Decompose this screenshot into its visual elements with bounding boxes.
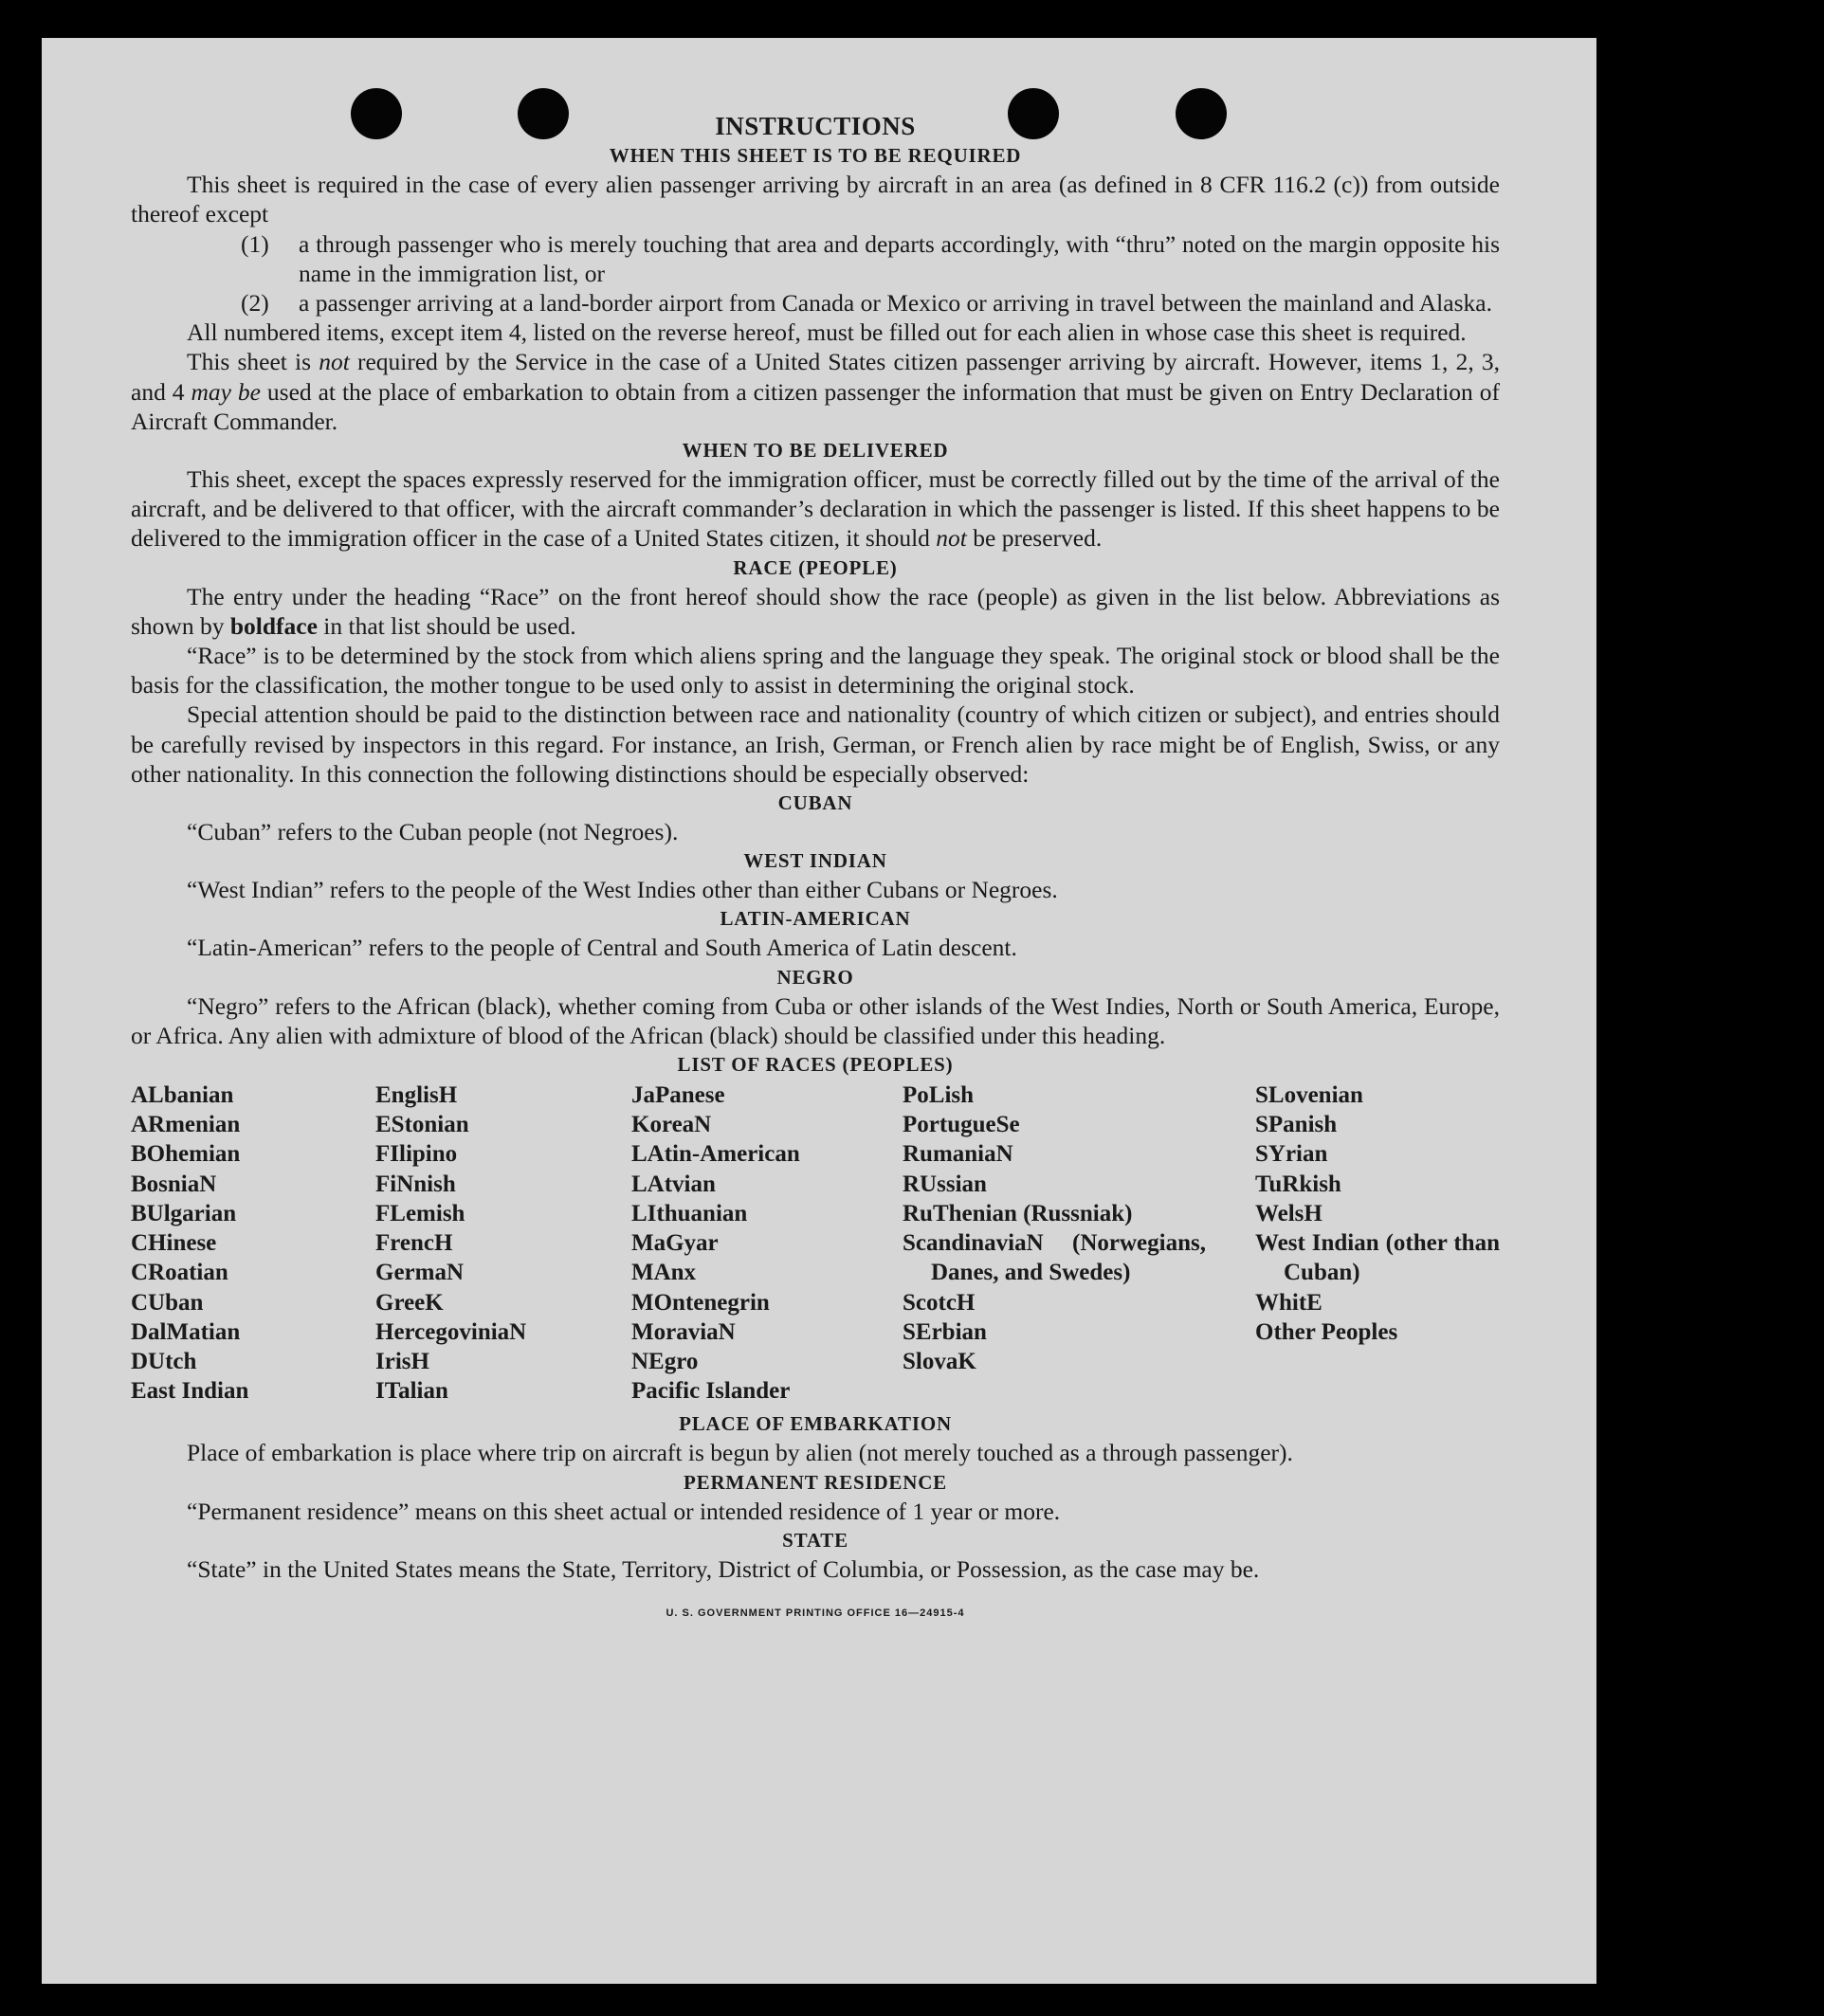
exception-item: (2) a passenger arriving at a land-border airport from Canada or Mexico or arriving in travel between the mainland and Alaska. [241, 289, 1492, 318]
race-item: MoraviaN [631, 1318, 736, 1345]
race-item: TuRkish [1255, 1171, 1341, 1197]
section-heading-cuban: CUBAN [777, 791, 853, 815]
latin-text: “Latin-American” refers to the people of Central and South America of Latin descent. [187, 934, 1017, 962]
race-item: CHinese [131, 1230, 217, 1257]
race-item: FIlipino [375, 1141, 458, 1168]
race-item: CUban [131, 1289, 204, 1316]
cuban-text: “Cuban” refers to the Cuban people (not Negroes). [187, 818, 679, 846]
instructions-body [131, 112, 1500, 1628]
race-item: ALbanian [131, 1082, 234, 1109]
race-item: IrisH [375, 1348, 429, 1374]
race-column [631, 1081, 903, 1406]
race-item: KoreaN [631, 1112, 712, 1138]
race-item: ITalian [375, 1378, 448, 1405]
race-item: ARmenian [131, 1112, 241, 1138]
race-item: FLemish [375, 1200, 465, 1226]
race-item: GermaN [375, 1260, 465, 1286]
race-item: NEgro [631, 1348, 699, 1374]
race-paragraph: Special attention should be paid to the distinction between race and nationality (country of which citizen or subject), and entries should be carefully revised by inspectors in this regard. For instance, an Irish, German, or French alien by race might be of English, Swiss, or any other nationality. In this connection the following distinctions should be especially observed: [131, 700, 1500, 788]
section-heading-list: LIST OF RACES (PEOPLES) [677, 1053, 954, 1077]
race-item: LIthuanian [631, 1200, 748, 1226]
printer-imprint: U. S. GOVERNMENT PRINTING OFFICE 16—24915-4 [666, 1607, 965, 1619]
race-item: PoLish [903, 1082, 975, 1109]
race-item: GreeK [375, 1289, 444, 1316]
residence-text: “Permanent residence” means on this sheet actual or intended residence of 1 year or more. [187, 1497, 1061, 1525]
race-item: SLovenian [1255, 1082, 1363, 1109]
race-paragraph: The entry under the heading “Race” on the front hereof should show the race (people) as given in the list below. Abbreviations as shown by boldface in that list should be used. [131, 582, 1500, 640]
race-item: PortugueSe [903, 1112, 1020, 1138]
race-column [131, 1081, 375, 1406]
race-item: MAnx [631, 1260, 697, 1286]
race-item: Other Peoples [1255, 1318, 1398, 1345]
embarkation-text: Place of embarkation is place where trip on aircraft is begun by alien (not merely touched as a through passenger). [187, 1439, 1293, 1467]
section-heading-residence: PERMANENT RESIDENCE [684, 1470, 947, 1494]
section-heading-state: STATE [782, 1528, 848, 1552]
race-item: DalMatian [131, 1318, 241, 1345]
race-item: BUlgarian [131, 1200, 237, 1226]
race-item: RuThenian (Russniak) [903, 1200, 1133, 1226]
race-item: LAtvian [631, 1171, 716, 1197]
race-item: BosniaN [131, 1171, 217, 1197]
section-heading-race: RACE (PEOPLE) [733, 555, 898, 579]
citizen-text: This sheet is not required by the Service in the case of a United States citizen passenger arriving by aircraft. However, items 1, 2, 3, and 4 may be used at the place of embarkation to obtain from a citizen passenger the information that must be given on Entry Declaration of Aircraft Commander. [131, 348, 1500, 435]
race-item: DUtch [131, 1348, 197, 1374]
exception-item: (1) a through passenger who is merely touching that area and departs accordingly, with “thru” noted on the margin opposite his name in the immigration list, or [241, 229, 1500, 287]
west-indian-text: “West Indian” refers to the people of the West Indies other than either Cubans or Negroes. [187, 876, 1058, 904]
race-column [1255, 1081, 1500, 1406]
race-item: EnglisH [375, 1082, 458, 1109]
race-column [375, 1081, 631, 1406]
race-item: MaGyar [631, 1230, 719, 1257]
race-item: West Indian (other than Cuban) [1255, 1230, 1500, 1286]
race-list [131, 1081, 1500, 1406]
race-item: SPanish [1255, 1112, 1338, 1138]
race-item: RumaniaN [903, 1141, 1013, 1168]
race-item: FiNnish [375, 1171, 456, 1197]
required-intro: This sheet is required in the case of every alien passenger arriving by aircraft in an area (as defined in 8 CFR 116.2 (c)) from outside thereof except [131, 171, 1500, 228]
race-item: RUssian [903, 1171, 987, 1197]
race-item: JaPanese [631, 1082, 725, 1109]
race-item: CRoatian [131, 1260, 228, 1286]
race-paragraph: “Race” is to be determined by the stock from which aliens spring and the language they speak. The original stock or blood shall be the basis for the classification, the mother tongue to be used only to assist in determining the original stock. [131, 642, 1500, 699]
race-column [903, 1081, 1255, 1406]
race-item: ScandinaviaN (Norwegians, Danes, and Swedes) [903, 1230, 1206, 1286]
section-heading-latin: LATIN-AMERICAN [720, 907, 911, 931]
numbered-items-text: All numbered items, except item 4, listed on the reverse hereof, must be filled out for each alien in whose case this sheet is required. [187, 318, 1467, 347]
race-item: SYrian [1255, 1141, 1328, 1168]
section-heading-delivered: WHEN TO BE DELIVERED [682, 439, 949, 463]
delivered-text: This sheet, except the spaces expressly reserved for the immigration officer, must be correctly filled out by the time of the arrival of the aircraft, and be delivered to that officer, with the aircraft commander’s declaration in which the passenger is listed. If this sheet happens to be delivered to the immigration officer in the case of a United States citizen, it should not be preserved. [131, 465, 1500, 553]
race-item: WelsH [1255, 1200, 1322, 1226]
race-item: LAtin-American [631, 1141, 800, 1168]
document-page [42, 38, 1596, 1984]
section-heading-west-indian: WEST INDIAN [743, 849, 887, 873]
race-item: FrencH [375, 1230, 453, 1257]
race-item: WhitE [1255, 1289, 1322, 1316]
race-item: BOhemian [131, 1141, 241, 1168]
race-item: ScotcH [903, 1289, 976, 1316]
section-heading-embarkation: PLACE OF EMBARKATION [679, 1412, 952, 1436]
negro-text: “Negro” refers to the African (black), whether coming from Cuba or other islands of the West Indies, North or South America, Europe, or Africa. Any alien with admixture of blood of the African (black) should be classified under this heading. [131, 991, 1500, 1049]
race-item: MOntenegrin [631, 1289, 770, 1316]
race-item: Pacific Islander [631, 1378, 791, 1405]
race-item: HercegoviniaN [375, 1318, 527, 1345]
race-item: SErbian [903, 1318, 987, 1345]
race-item: EStonian [375, 1112, 469, 1138]
page-title: INSTRUCTIONS [715, 112, 916, 140]
race-item: SlovaK [903, 1348, 976, 1374]
state-text: “State” in the United States means the State, Territory, District of Columbia, or Possession, as the case may be. [187, 1554, 1260, 1583]
race-item: East Indian [131, 1378, 249, 1405]
section-heading-required: WHEN THIS SHEET IS TO BE REQUIRED [609, 144, 1022, 168]
section-heading-negro: NEGRO [776, 965, 854, 989]
